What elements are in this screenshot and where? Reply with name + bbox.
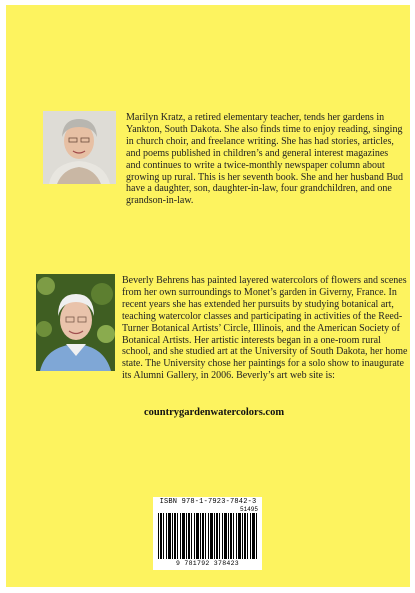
author-bio-beverly-behrens: Beverly Behrens has painted layered watercolors of flowers and scenes from her own surroundings to Monet’s garden in Giverny, France. In recent years she has extended her pursuits by studying botanical art, teaching watercolor classes and participating in activities of the Reed-Turner Botanical Artists’ Circle, Illinois, and the American Society of Botanical Artists. Her artistic interests began in a one-room rural school, and she studied art at the University of South Dakota, her home state. The University chose her paintings for a solo show to inaugurate its Alumni Gallery, in 2006. Beverly’s art web site is:: [122, 275, 408, 382]
author-photo-beverly-behrens: [36, 274, 115, 371]
price-code: 51495: [239, 506, 258, 513]
back-cover: [6, 5, 410, 587]
isbn-number: ISBN 978-1-7923-7842-3: [159, 498, 257, 506]
barcode-digits: 9 781792 378423: [175, 560, 239, 567]
author-photo-marilyn-kratz: [43, 111, 116, 184]
isbn-barcode: [153, 497, 262, 570]
barcode-bars: [158, 513, 257, 559]
author-bio-marilyn-kratz: Marilyn Kratz, a retired elementary teacher, tends her gardens in Yankton, South Dakota. She also finds time to enjoy reading, singing in church choir, and freelance writing. She has had stories, articles, and poems published in children’s and general interest magazines and continues to write a twice-monthly newspaper column about growing up rural. This is her seventh book. She and her husband Bud have a daughter, son, daughter-in-law, four grandchildren, and one grandson-in-law.: [126, 112, 403, 207]
website-url[interactable]: countrygardenwatercolors.com: [144, 407, 285, 418]
